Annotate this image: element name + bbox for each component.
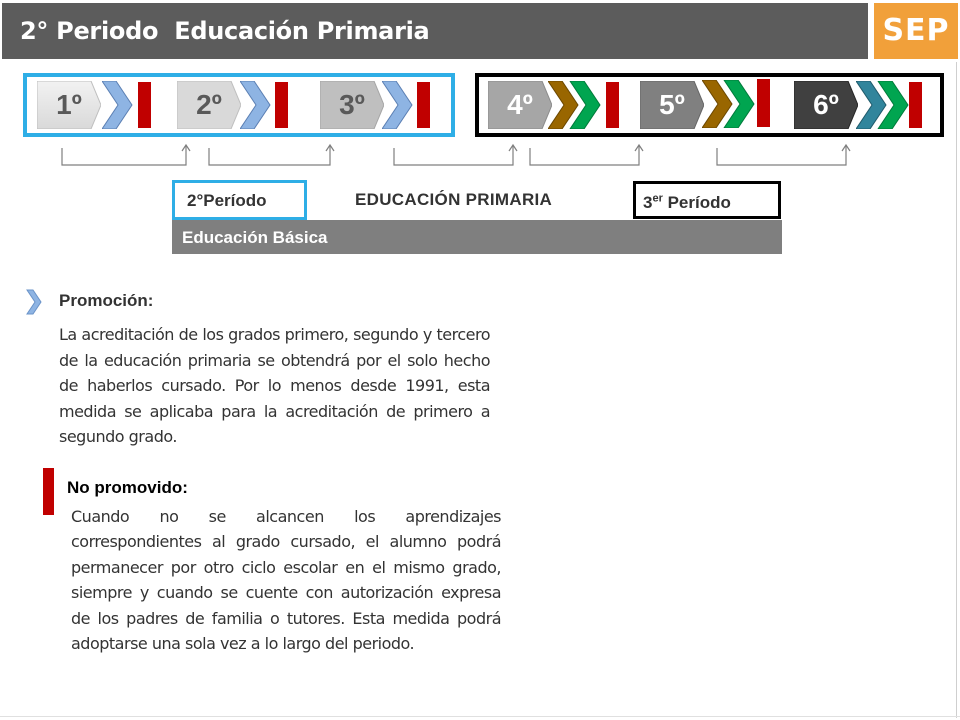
third-period-word: Período [662,193,731,212]
educacion-basica-bar [172,220,782,254]
grade-2-red-bar [275,82,288,128]
connector-5-6 [717,146,846,165]
no-promovido-text: Cuando no se alcancen los aprendizajes correspondientes al grado cursado, el alumno podrá permanecer por otro ciclo escolar en el mismo grado, siempre y cuando se cuente con autorización expresa de los padres de familia o tutores. Esta medida podrá adoptarse una sola vez a lo largo del periodo. [71,507,501,654]
header [0,0,960,62]
grade-4-label: 4º [507,89,533,120]
grade-5-chevrons [702,80,758,128]
connector-1-2 [62,146,186,165]
grade-4-chevrons [548,81,604,129]
second-period-box [172,180,307,220]
grade-2-label: 2º [196,89,222,120]
promocion-text: La acreditación de los grados primero, segundo y tercero de la educación primaria se obtendrá por el solo hecho de haberlos cursado. Por lo menos desde 1991, esta medida se aplicaba para la acreditación de primero a segundo grado. [59,325,490,447]
slide-border-bottom [0,716,960,717]
grade-2-chevrons [240,81,274,129]
sep-logo-text: SEP [882,13,950,48]
title-bar [2,3,868,59]
sep-logo [874,3,958,59]
second-period-label: 2°Período [187,191,267,210]
third-period-ordinal: er [652,192,663,205]
educacion-primaria-label: EDUCACIÓN PRIMARIA [355,190,553,209]
educacion-basica-label: Educación Básica [182,228,328,247]
grade-5-label: 5º [659,89,685,120]
grade-5-red-bar [757,79,770,127]
slide-border-right [956,62,957,718]
no-promovido-red-bar [43,468,54,515]
grade-3-chevrons [382,81,416,129]
grade-4-red-bar [606,82,619,128]
grade-3-red-bar [417,82,430,128]
grade-3-label: 3º [339,89,365,120]
third-period-box [633,181,781,219]
grade-6-red-bar [909,82,922,128]
grade-1-label: 1º [56,89,82,120]
third-period-label [643,193,731,213]
grade-flow-connectors [0,140,960,172]
grade-1-chevrons [102,81,136,129]
promocion-title: Promoción: [59,291,154,310]
page-title: 2° Periodo Educación Primaria [20,17,430,45]
grade-6-chevrons [856,81,912,129]
chevron-right-icon [25,288,43,316]
grade-1-red-bar [138,82,151,128]
no-promovido-title: No promovido: [67,478,188,497]
grade-6-label: 6º [813,89,839,120]
connector-3-4 [394,146,513,165]
third-period-number: 3 [643,193,653,212]
connector-2-3 [209,146,330,165]
connector-4-5 [530,146,639,165]
